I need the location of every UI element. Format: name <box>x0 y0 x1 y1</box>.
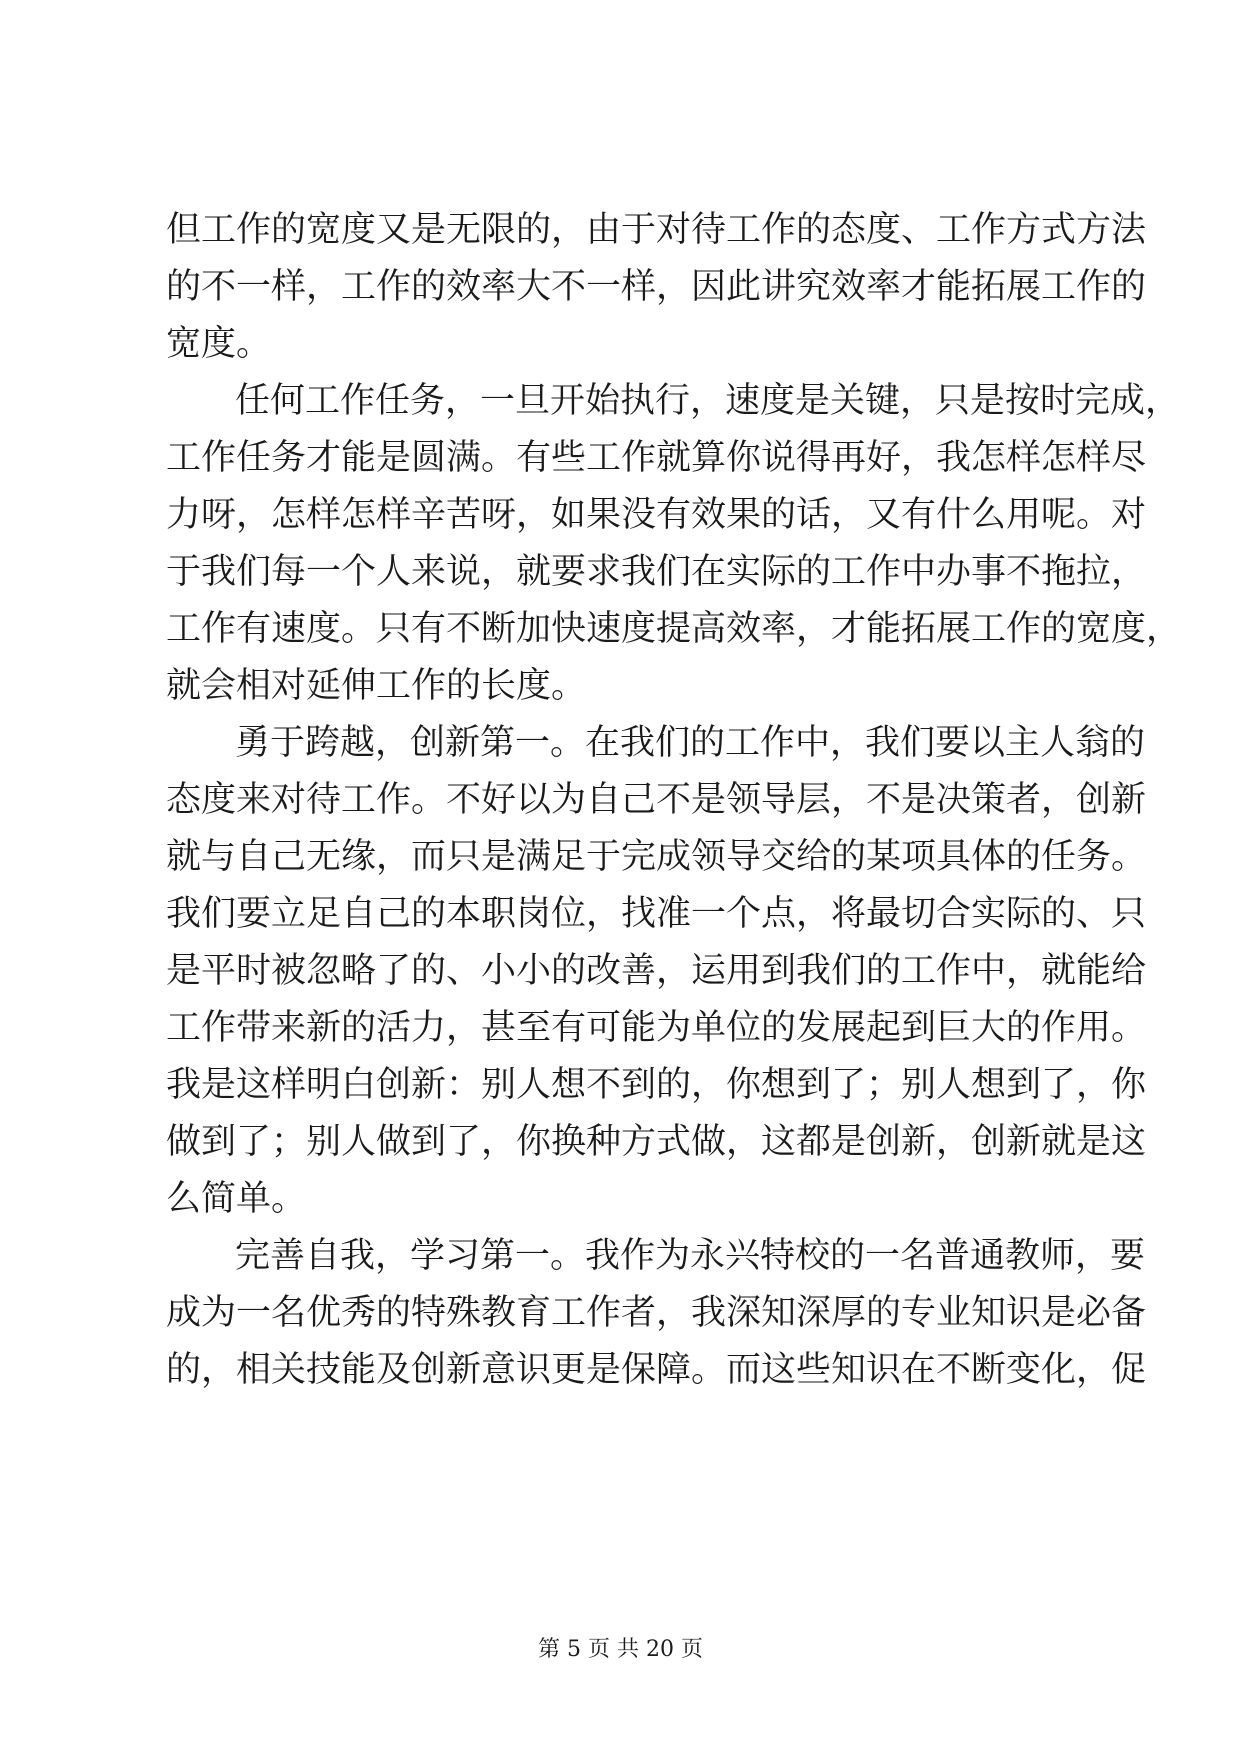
text-line: 的不一样，工作的效率大不一样，因此讲究效率才能拓展工作的 <box>166 267 1147 307</box>
text-line: 就与自己无缘，而只是满足于完成领导交给的某项具体的任务。 <box>166 837 1147 877</box>
paragraph-first-line: 勇于跨越，创新第一。在我们的工作中，我们要以主人翁的 <box>235 723 1146 763</box>
text-line: 的，相关技能及创新意识更是保障。而这些知识在不断变化，促 <box>166 1350 1147 1390</box>
text-line: 是平时被忽略了的、小小的改善，运用到我们的工作中，就能给 <box>166 951 1147 991</box>
text-line: 宽度。 <box>166 324 272 364</box>
paragraph-first-line: 完善自我，学习第一。我作为永兴特校的一名普通教师，要 <box>235 1236 1146 1276</box>
paragraph-first-line: 任何工作任务，一旦开始执行，速度是关键，只是按时完成， <box>235 381 1181 421</box>
text-line: 力呀，怎样怎样辛苦呀，如果没有效果的话，又有什么用呢。对 <box>166 495 1147 535</box>
text-line: 于我们每一个人来说，就要求我们在实际的工作中办事不拖拉， <box>166 552 1147 592</box>
text-line: 我们要立足自己的本职岗位，找准一个点，将最切合实际的、只 <box>166 894 1147 934</box>
text-line: 工作带来新的活力，甚至有可能为单位的发展起到巨大的作用。 <box>166 1008 1147 1048</box>
text-line: 么简单。 <box>166 1179 307 1219</box>
text-line: 态度来对待工作。不好以为自己不是领导层，不是决策者，创新 <box>166 780 1147 820</box>
text-line: 工作任务才能是圆满。有些工作就算你说得再好，我怎样怎样尽 <box>166 438 1147 478</box>
page-number-footer: 第 5 页 共 20 页 <box>538 1637 703 1662</box>
text-line: 就会相对延伸工作的长度。 <box>166 666 587 706</box>
text-line: 工作有速度。只有不断加快速度提高效率，才能拓展工作的宽度， <box>166 609 1182 649</box>
text-line: 我是这样明白创新：别人想不到的，你想到了；别人想到了，你 <box>166 1065 1147 1105</box>
text-line: 做到了；别人做到了，你换种方式做，这都是创新，创新就是这 <box>166 1122 1147 1162</box>
text-line: 但工作的宽度又是无限的，由于对待工作的态度、工作方式方法 <box>166 210 1147 250</box>
text-line: 成为一名优秀的特殊教育工作者，我深知深厚的专业知识是必备 <box>166 1293 1147 1333</box>
